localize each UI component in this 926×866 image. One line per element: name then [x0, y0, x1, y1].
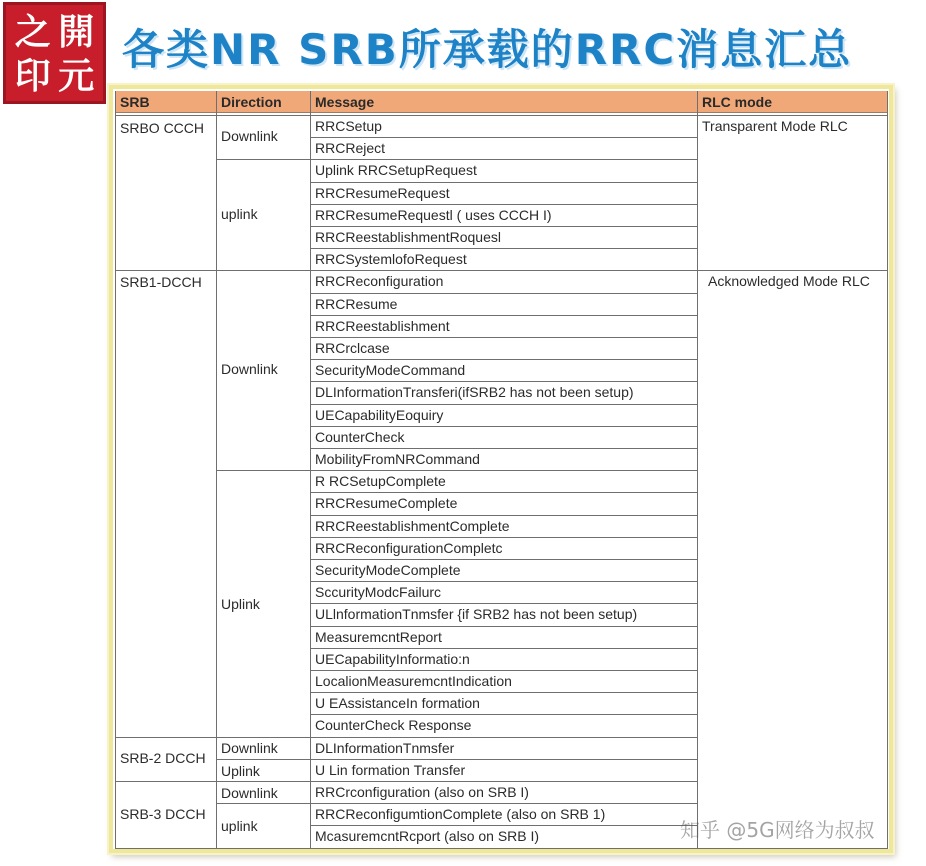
grid-hline	[310, 404, 697, 405]
grid-hline	[310, 537, 697, 538]
grid-hline	[115, 115, 888, 116]
message-cell: SecurityModeCommand	[315, 362, 466, 378]
message-cell: U EAssistanceIn formation	[315, 695, 480, 711]
direction-label: uplink	[221, 206, 258, 222]
message-cell: R RCSetupComplete	[315, 473, 446, 489]
grid-hline	[310, 293, 697, 294]
message-cell: UECapabilityInformatio:n	[315, 651, 470, 667]
grid-hline	[310, 381, 697, 382]
logo-char: 之	[14, 11, 51, 53]
message-cell: MeasuremcntReport	[315, 629, 442, 645]
column-header-message: Message	[310, 91, 697, 113]
message-cell: RRCResumeComplete	[315, 495, 458, 511]
message-cell: UECapabilityEoquiry	[315, 407, 444, 423]
srb-label: SRBO CCCH	[120, 120, 205, 136]
rlc-mode-label: Acknowledged Mode RLC	[708, 273, 870, 289]
grid-hline	[310, 648, 697, 649]
srb-label: SRB-3 DCCH	[120, 806, 206, 822]
grid-hline	[216, 803, 697, 804]
grid-hline	[310, 714, 697, 715]
grid-hline	[310, 559, 697, 560]
logo-char: 印	[14, 55, 51, 97]
message-cell: MobilityFromNRCommand	[315, 451, 480, 467]
grid-hline	[216, 159, 697, 160]
message-cell: DLInformationTransferi(ifSRB2 has not been setup)	[315, 384, 634, 400]
grid-hline	[115, 848, 888, 849]
grid-hline	[115, 270, 888, 271]
grid-hline	[115, 737, 697, 738]
direction-label: Downlink	[221, 740, 278, 756]
grid-hline	[310, 359, 697, 360]
message-cell: RRCReestablishmentRoquesl	[315, 229, 501, 245]
grid-vline	[115, 91, 116, 848]
logo-seal	[3, 2, 106, 104]
grid-hline	[310, 603, 697, 604]
grid-hline	[310, 426, 697, 427]
grid-hline	[310, 825, 697, 826]
rlc-mode-label: Transparent Mode RLC	[702, 118, 848, 134]
grid-hline	[310, 315, 697, 316]
grid-hline	[310, 670, 697, 671]
column-header-srb: SRB	[115, 91, 216, 113]
message-cell: RRCReconfigurationCompletc	[315, 540, 503, 556]
page-title: 各类NR SRB所承载的RRC消息汇总	[122, 25, 853, 74]
grid-hline	[310, 492, 697, 493]
grid-hline	[310, 692, 697, 693]
grid-hline	[310, 204, 697, 205]
message-cell: SccurityModcFailurc	[315, 584, 442, 600]
grid-hline	[216, 470, 697, 471]
watermark-text: 知乎 @5G网络为叔叔	[680, 818, 875, 842]
direction-label: uplink	[221, 818, 258, 834]
message-cell: RRCrconfiguration (also on SRB I)	[315, 784, 529, 800]
message-cell: RRCReestablishment	[315, 318, 450, 334]
direction-label: Uplink	[221, 763, 260, 779]
direction-label: Uplink	[221, 596, 260, 612]
grid-vline	[697, 91, 698, 848]
message-cell: RRCReject	[315, 140, 386, 156]
message-cell: RRCSystemlofoRequest	[315, 251, 467, 267]
message-cell: LocalionMeasuremcntIndication	[315, 673, 512, 689]
message-cell: Uplink RRCSetupRequest	[315, 162, 477, 178]
logo-char: 開	[58, 11, 95, 53]
grid-hline	[310, 448, 697, 449]
grid-hline	[115, 781, 697, 782]
message-cell: RRCResume	[315, 296, 398, 312]
grid-hline	[310, 581, 697, 582]
grid-hline	[310, 515, 697, 516]
grid-hline	[310, 626, 697, 627]
grid-hline	[310, 226, 697, 227]
message-cell: RRCResumeRequest	[315, 185, 450, 201]
logo-char: 元	[58, 55, 95, 97]
message-cell: McasuremcntRcport (also on SRB I)	[315, 828, 540, 844]
srb-message-table	[115, 91, 888, 850]
message-cell: RRCReconfigumtionComplete (also on SRB 1)	[315, 806, 606, 822]
srb-label: SRB-2 DCCH	[120, 750, 206, 766]
grid-hline	[310, 182, 697, 183]
grid-hline	[310, 137, 697, 138]
grid-hline	[310, 248, 697, 249]
direction-label: Downlink	[221, 785, 278, 801]
column-header-rlc-mode: RLC mode	[697, 91, 888, 113]
message-cell: SecurityModeComplete	[315, 562, 461, 578]
grid-hline	[310, 337, 697, 338]
grid-hline	[216, 759, 697, 760]
message-cell: ULlnformationTnmsfer {if SRB2 has not been setup)	[315, 606, 638, 622]
column-header-direction: Direction	[216, 91, 310, 113]
message-cell: RRCReestablishmentComplete	[315, 518, 510, 534]
message-cell: CounterCheck	[315, 429, 405, 445]
message-cell: RRCSetup	[315, 118, 382, 134]
grid-vline	[887, 91, 888, 848]
direction-label: Downlink	[221, 361, 278, 377]
message-cell: RRCResumeRequestl ( uses CCCH I)	[315, 207, 552, 223]
message-cell: CounterCheck Response	[315, 717, 472, 733]
message-cell: RRCrclcase	[315, 340, 390, 356]
direction-label: Downlink	[221, 128, 278, 144]
message-cell: RRCReconfiguration	[315, 273, 444, 289]
message-cell: U Lin formation Transfer	[315, 762, 466, 778]
message-cell: DLInformationTnmsfer	[315, 740, 455, 756]
srb-label: SRB1-DCCH	[120, 274, 202, 290]
